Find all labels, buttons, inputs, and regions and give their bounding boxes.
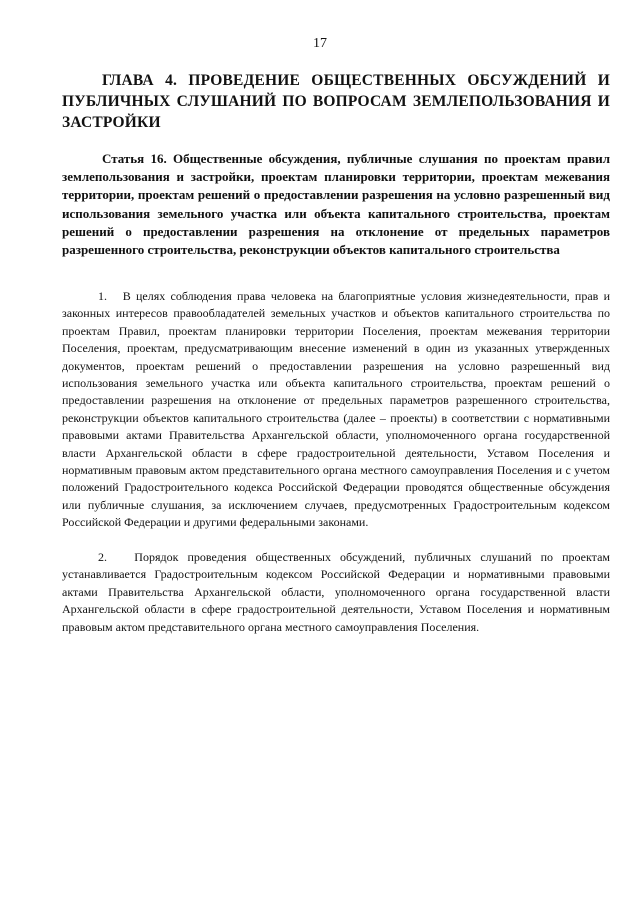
paragraph-1 bbox=[62, 288, 610, 532]
paragraph-2 bbox=[62, 549, 610, 636]
article-title: Статья 16. Общественные обсуждения, публичные слушания по проектам правил землепользования и застройки, проектам планировки территории, проектам межевания территории, проектам решений о предоставлении разрешения на условно разрешенный вид использования земельного участка или объекта капитального строительства, проектам решений о предоставлении разрешения на отклонение от предельных параметров разрешенного строительства, реконструкции объектов капитального строительства bbox=[62, 151, 610, 258]
paragraph-number: 1. bbox=[98, 289, 107, 303]
chapter-title: ГЛАВА 4. ПРОВЕДЕНИЕ ОБЩЕСТВЕННЫХ ОБСУЖДЕНИЙ И ПУБЛИЧНЫХ СЛУШАНИЙ ПО ВОПРОСАМ ЗЕМЛЕПОЛЬЗОВАНИЯ И ЗАСТРОЙКИ bbox=[62, 72, 610, 131]
paragraph-number: 2. bbox=[98, 550, 107, 564]
page-number: 17 bbox=[313, 36, 327, 51]
paragraph-text: Порядок проведения общественных обсуждений, публичных слушаний по проектам устанавливается Градостроительным кодексом Российской Федерации и нормативными правовыми актами Правительства Архангельской области, уполномоченного органа государственной власти Архангельской области в сфере градостроительной деятельности, Уставом Поселения и нормативным правовым актом представительного органа местного самоуправления Поселения. bbox=[62, 550, 610, 634]
paragraph-text: В целях соблюдения права человека на благоприятные условия жизнедеятельности, прав и законных интересов правообладателей земельных участков и объектов капитального строительства по проектам Правил, проектам планировки территории Поселения, проектам межевания территории Поселения, проектам, предусматривающим внесение изменений в один из указанных утвержденных документов, проектам решений о предоставлении разрешения на условно разрешенный вид использования земельного участка или объекта капитального строительства, проектам решений о предоставлении разрешения на отклонение от предельных параметров разрешенного строительства, реконструкции объектов капитального строительства (далее – проекты) в соответствии с нормативными правовыми актами Правительства Архангельской области, уполномоченного органа государственной власти Архангельской области в сфере градостроительной деятельности, Уставом Поселения и нормативным правовым актом представительного органа местного самоуправления Поселения и с учетом положений Градостроительного кодекса Российской Федерации проводятся общественные обсуждения или публичные слушания, за исключением случаев, предусмотренных Градостроительным кодексом Российской Федерации и другими федеральными законами. bbox=[62, 289, 611, 530]
